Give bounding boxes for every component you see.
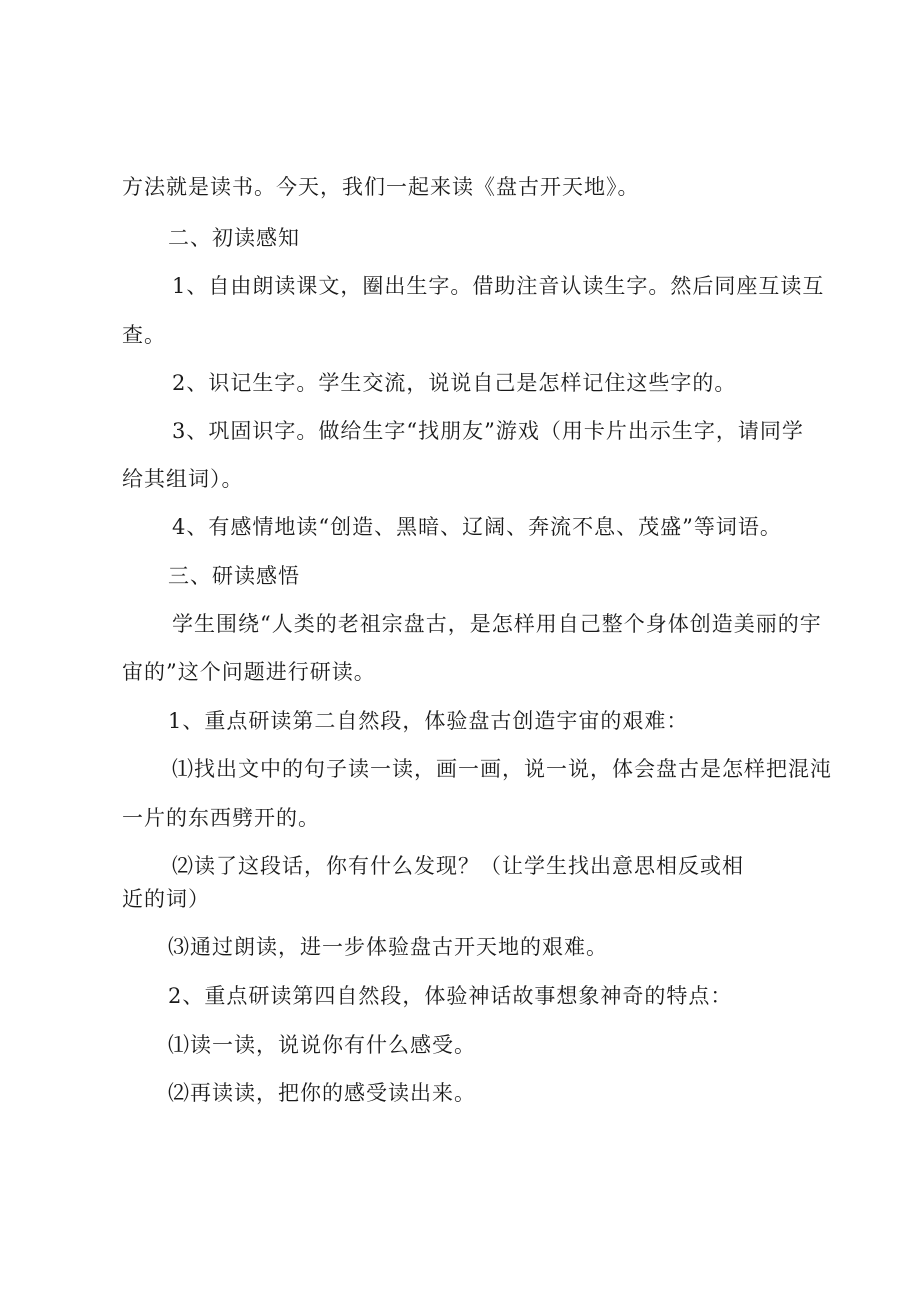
paragraph-line: 给其组词）。 [122,467,244,491]
section-heading-2: 二、初读感知 [168,226,300,250]
paragraph-line: 查。 [122,323,166,347]
paragraph-line: ⑵再读读，把你的感受读出来。 [168,1081,476,1105]
paragraph-line: 近的词） [122,887,210,911]
paragraph-line: 宙的”这个问题进行研读。 [122,660,376,684]
paragraph-line: ⑴读一读，说说你有什么感受。 [168,1033,476,1057]
paragraph-line: 一片的东西劈开的。 [122,806,320,830]
paragraph-line-intro-end: 方法就是读书。今天，我们一起来读《盘古开天地》。 [122,175,640,199]
paragraph-line: 学生围绕“人类的老祖宗盘古，是怎样用自己整个身体创造美丽的宇 [172,612,822,636]
paragraph-line: 2、识记生字。学生交流，说说自己是怎样记住这些字的。 [172,371,737,395]
paragraph-line: 1、重点研读第二自然段，体验盘古创造宇宙的艰难： [168,709,689,733]
paragraph-line: 3、巩固识字。做给生字“找朋友”游戏（用卡片出示生字，请同学 [172,419,804,443]
paragraph-line: 4、有感情地读“创造、黑暗、辽阔、奔流不息、茂盛”等词语。 [172,515,782,539]
paragraph-line: ⑵读了这段话，你有什么发现？（让学生找出意思相反或相 [172,854,744,878]
paragraph-line: ⑶通过朗读，进一步体验盘古开天地的艰难。 [168,935,608,959]
paragraph-line: ⑴找出文中的句子读一读，画一画，说一说，体会盘古是怎样把混沌 [172,757,832,781]
paragraph-line: 1、自由朗读课文，圈出生字。借助注音认读生字。然后同座互读互 [172,274,825,298]
section-heading-3: 三、研读感悟 [168,564,300,588]
paragraph-line: 2、重点研读第四自然段，体验神话故事想象神奇的特点： [168,984,733,1008]
